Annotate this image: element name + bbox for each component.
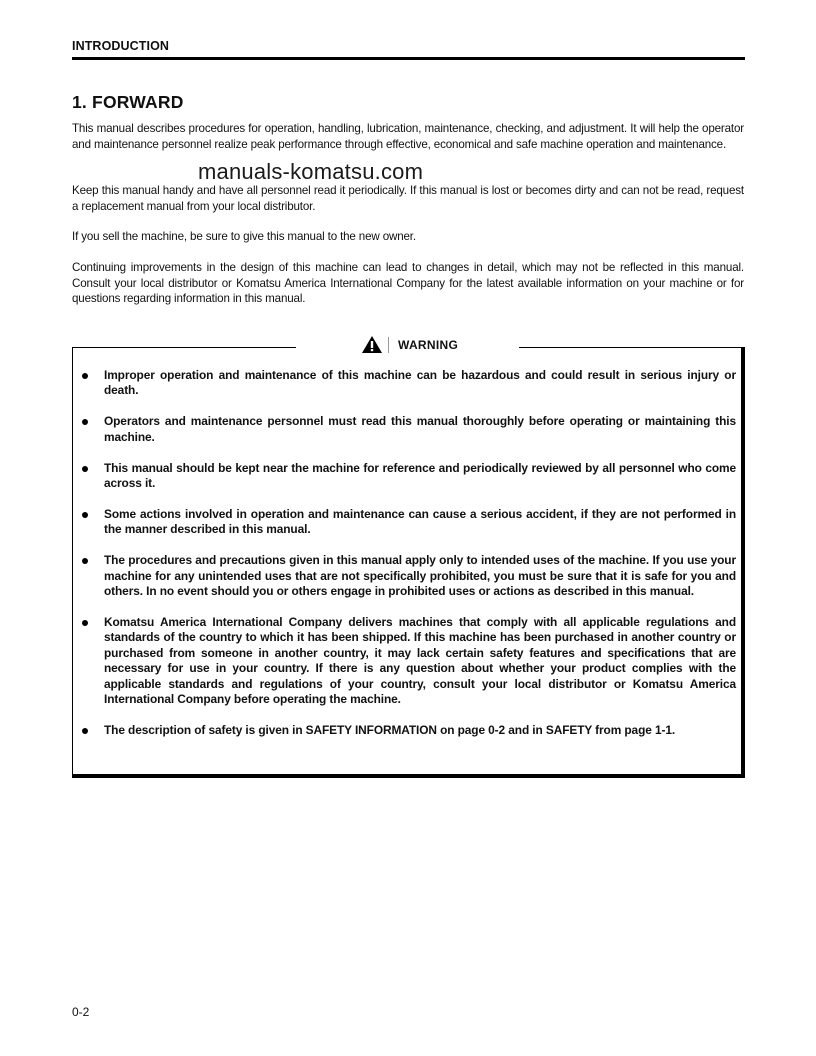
intro-paragraph-3: If you sell the machine, be sure to give this manual to the new owner.	[72, 230, 416, 243]
bullet-icon	[82, 728, 88, 734]
warning-item: Komatsu America International Company delivers machines that comply with all applicable regulations and standards of the country to which it has been shipped. If this machine has been purchased in another country or purchased from someone in another country, it may lack certain safety features and specifications that are necessary for use in your country. If there is any question about whether your product complies with the applicable standards and regulations of your country, consult your local distributor or Komatsu America International Company before operating the machine.	[80, 615, 736, 707]
bullet-icon	[82, 373, 88, 379]
warning-item: This manual should be kept near the machine for reference and periodically reviewed by all personnel who come across it.	[80, 461, 736, 492]
section-title: 1. FORWARD	[72, 92, 184, 112]
warning-item: The procedures and precautions given in this manual apply only to intended uses of the machine. If you use your machine for any unintended uses that are not specifically prohibited, you must be sure that it is safe for you and others. In no event should you or others engage in prohibited uses or actions as described in this manual.	[80, 553, 736, 599]
warning-item: Improper operation and maintenance of this machine can be hazardous and could result in serious injury or death.	[80, 368, 736, 399]
watermark-text: manuals-komatsu.com	[198, 159, 424, 184]
warning-triangle-icon	[362, 336, 382, 353]
warning-item: The description of safety is given in SAFETY INFORMATION on page 0-2 and in SAFETY from page 1-1.	[80, 723, 736, 738]
warning-label	[362, 336, 458, 353]
warning-item: Operators and maintenance personnel must read this manual thoroughly before operating or maintaining this machine.	[80, 414, 736, 445]
bullet-icon	[82, 512, 88, 518]
warning-label-text: WARNING	[398, 337, 459, 352]
intro-paragraph-1: This manual describes procedures for operation, handling, lubrication, maintenance, checking, and adjustment. It will help the operator and maintenance personnel realize peak performance through effective, economical and safe machine operation and maintenance.	[72, 122, 744, 151]
intro-paragraph-2: Keep this manual handy and have all personnel read it periodically. If this manual is lost or becomes dirty and can not be read, request a replacement manual from your local distributor.	[72, 184, 744, 213]
warning-label-divider	[388, 337, 389, 353]
bullet-icon	[82, 419, 88, 425]
header-rule	[72, 57, 745, 60]
page-number: 0-2	[72, 1005, 90, 1019]
bullet-icon	[82, 466, 88, 472]
page-header-section-label: INTRODUCTION	[72, 39, 170, 53]
intro-paragraph-4: Continuing improvements in the design of this machine can lead to changes in detail, which may not be reflected in this manual. Consult your local distributor or Komatsu America International Company for the latest available information on your machine or for questions regarding information in this manual.	[72, 261, 744, 305]
bullet-icon	[82, 620, 88, 626]
warning-list	[80, 368, 736, 754]
bullet-icon	[82, 558, 88, 564]
warning-item: Some actions involved in operation and maintenance can cause a serious accident, if they are not performed in the manner described in this manual.	[80, 507, 736, 538]
